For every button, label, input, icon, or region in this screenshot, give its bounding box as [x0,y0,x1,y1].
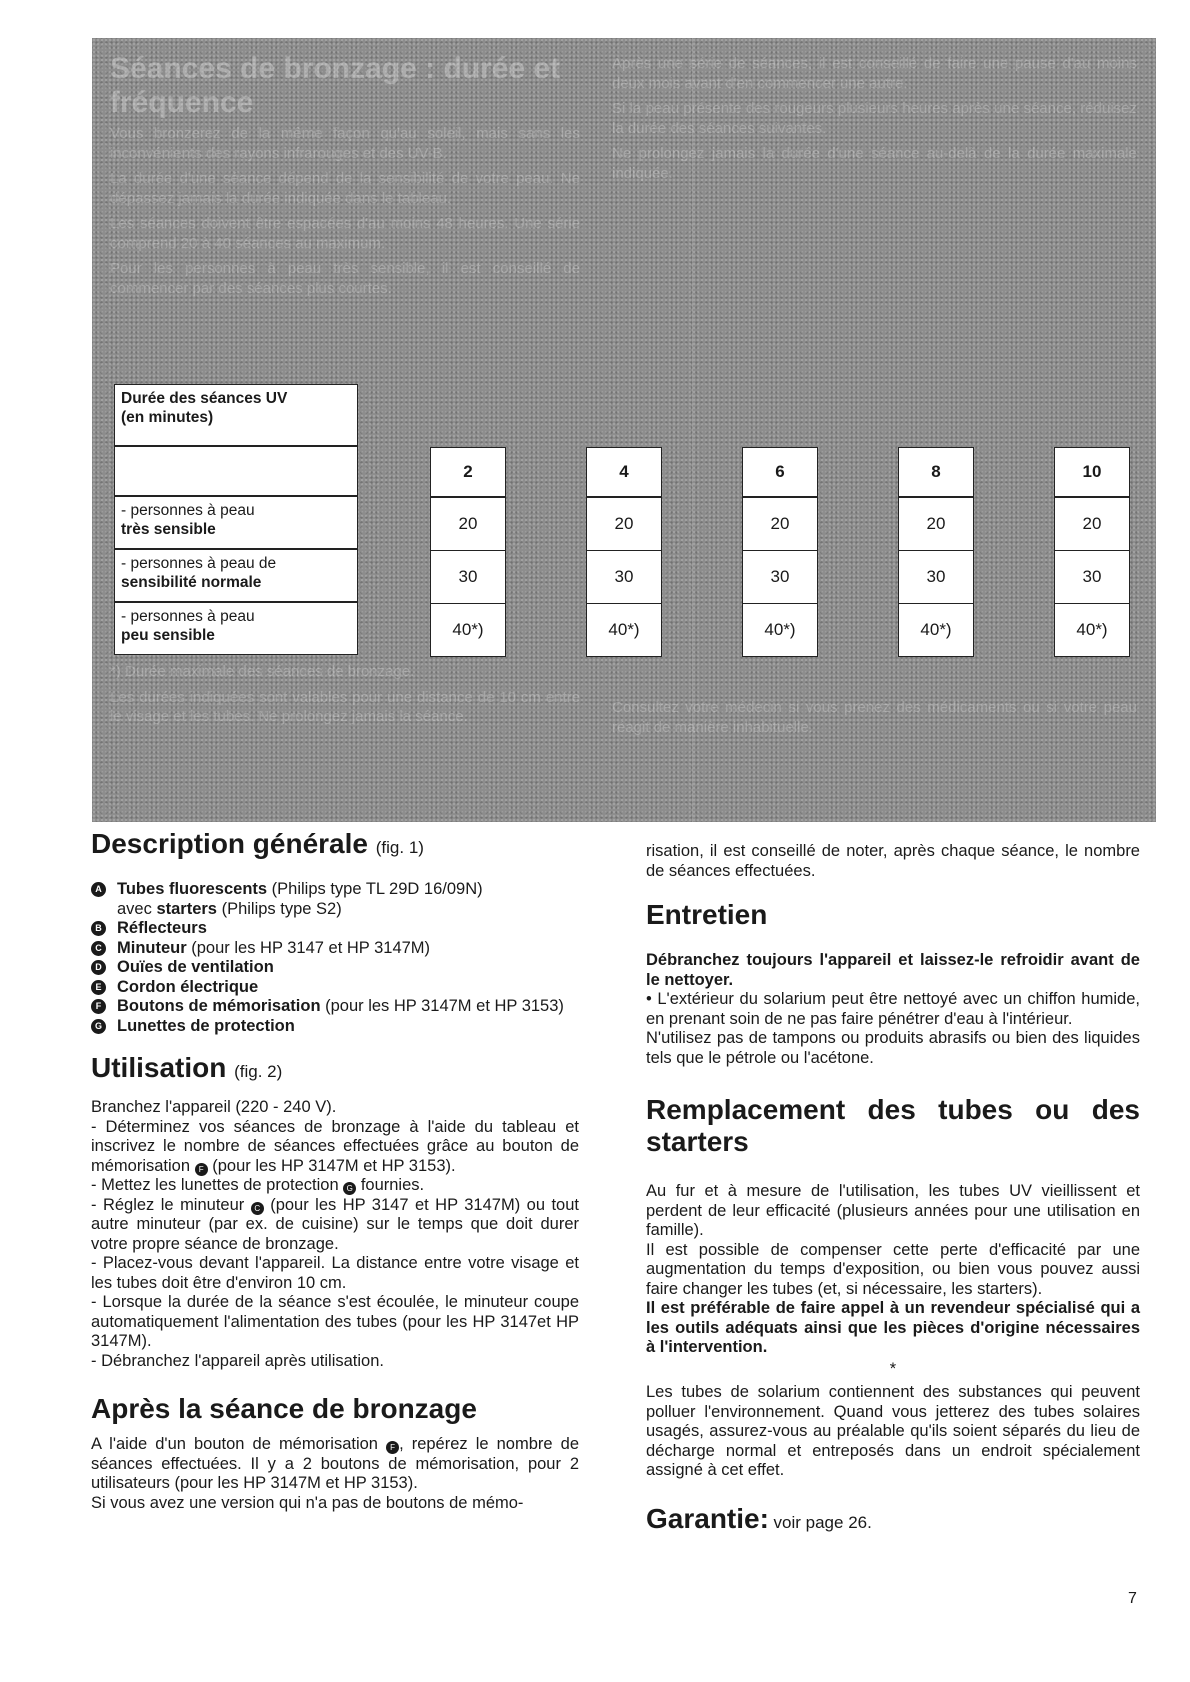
table-header-line: (en minutes) [121,409,214,426]
paragraph [91,1435,579,1494]
part-name: Boutons de mémorisation [117,997,321,1015]
marker-icon: F [195,1163,208,1176]
duration-cell: 40*) [1054,603,1130,657]
list-item [91,919,579,939]
table-header-line: Durée des séances UV [121,390,288,407]
advice-text: Il est préférable de faire appel à un revendeur spécialisé qui a les outils adéquats ainsi que les pièces d'origine nécessaires à l'intervention. [646,1299,1140,1356]
paragraph-text: (pour les HP 3147M et HP 3153). [212,1156,456,1175]
paragraph [91,1196,579,1255]
list-item [91,958,579,978]
panel-paragraph: *) Durée maximale des séances de bronzage. [110,663,415,680]
marker-icon: E [91,980,106,995]
panel-paragraph: Les séances doivent être espacées d'au moins 48 heures. Une série comprend 20 à 40 séances au maximum. [110,215,580,252]
section-title-garantie: Garantie: [646,1502,769,1534]
row-label-text: - personnes à peau de [121,555,277,572]
right-column [646,842,1140,1535]
paragraph-text: (pour les HP 3147 et HP 3147M) ou tout autre minuteur (par ex. de cuisine) sur le temps que doit durer votre propre séance de bronzage. [91,1195,579,1253]
duration-cell: 40*) [586,603,662,657]
panel-paragraph: Si la peau présente des rougeurs plusieurs heures après une séance, réduisez la durée des séances suivantes. [612,100,1137,137]
duration-cell: 30 [898,550,974,604]
paragraph: - Lorsque la durée de la séance s'est écoulée, le minuteur coupe automatiquement l'alimentation des tubes (pour les HP 3147et HP 3147M). [91,1293,579,1350]
panel-notes-left [110,662,580,733]
panel-paragraph: Ne prolongez jamais la durée d'une séance au-delà de la durée maximale indiquée. [612,145,1137,182]
table-blank-cell [114,446,358,496]
part-name: Lunettes de protection [117,1016,295,1035]
part-detail: avec [117,899,157,918]
section-title-apres: Après la séance de bronzage [91,1393,477,1424]
panel-text-right [612,54,1137,189]
row-label-text: - personnes à peau [121,608,255,625]
marker-icon: G [91,1019,106,1034]
section-title-text: Utilisation [91,1052,227,1083]
paragraph-text: - Mettez les lunettes de protection [91,1176,339,1194]
row-label-bold: sensibilité normale [121,574,262,591]
paragraph-text: A l'aide d'un bouton de mémorisation [91,1435,378,1453]
list-item [91,978,579,998]
warning-text: Débranchez toujours l'appareil et laissez-le refroidir avant de le nettoyer. [646,951,1140,989]
duration-cell: 40*) [430,603,506,657]
left-column [91,828,579,1513]
separator: * [889,1359,897,1378]
paragraph: N'utilisez pas de tampons ou produits abrasifs ou bien des liquides tels que le pétrole ou l'acétone. [646,1029,1140,1067]
marker-icon: G [343,1182,356,1195]
garantie [646,1503,1140,1535]
list-item [91,880,579,919]
duration-cell: 30 [430,550,506,604]
marker-icon: B [91,921,106,936]
remplacement-text [646,1182,1140,1481]
row-label-bold: très sensible [121,521,216,538]
paragraph: risation, il est conseillé de noter, après chaque séance, le nombre de séances effectuées. [646,842,1140,880]
table-row-label [114,549,358,602]
marker-icon: A [91,882,106,897]
panel-text-left [110,124,580,304]
paragraph: Si vous avez une version qui n'a pas de boutons de mémo- [91,1493,524,1512]
section-title-utilisation [91,1052,579,1088]
duration-cell: 40*) [898,603,974,657]
part-name: Cordon électrique [117,977,259,996]
panel-paragraph: La durée d'une séance dépend de la sensibilité de votre peau. Ne dépassez jamais la durée indiquée dans le tableau. [110,170,580,207]
duration-header: 8 [898,447,974,497]
paragraph: Les tubes de solarium contiennent des substances qui peuvent polluer l'environnement. Quand vous jetterez des tubes solaires usagés, assurez-vous au préalable qu'ils soient séparés du lieu de décharge normal et entreposés dans un endroit spécialement assigné à cet effet. [646,1383,1140,1479]
panel-paragraph: Vous bronzerez de la même façon qu'au soleil, mais sans les inconvénients des rayons infrarouges et des UV-B. [110,125,580,162]
part-detail: (pour les HP 3147M et HP 3153) [320,997,564,1015]
duration-cell: 20 [430,497,506,551]
duration-cell: 20 [1054,497,1130,551]
part-name: Tubes fluorescents [117,880,268,898]
utilisation-text [91,1098,579,1371]
paragraph [91,1118,579,1177]
paragraph-text: - Déterminez vos séances de bronzage à l'aide du tableau et inscrivez le nombre de séances effectuées grâce au bouton de mémorisation [91,1117,579,1175]
marker-icon: D [91,960,106,975]
paragraph: • L'extérieur du solarium peut être nettoyé avec un chiffon humide, en prenant soin de ne pas faire pénétrer d'eau à l'intérieur. [646,990,1140,1028]
list-item [91,939,579,959]
duration-cell: 30 [1054,550,1130,604]
apres-text [91,1435,579,1513]
row-label-text: - personnes à peau [121,502,255,519]
paragraph: Branchez l'appareil (220 - 240 V). [91,1098,337,1116]
panel-paragraph: Pour les personnes à peau très sensible, il est conseillé de commencer par des séances plus courtes. [110,260,580,297]
page-number: 7 [1128,1590,1137,1607]
marker-icon: C [251,1202,264,1215]
figure-ref: (fig. 1) [375,838,424,857]
paragraph-text: , repérez le nombre de séances effectuées. Il y a 2 boutons de mémorisation, pour 2 utilisateurs (pour les HP 3147M et HP 3153). [91,1435,580,1492]
table-row-label [114,496,358,549]
part-name: starters [156,899,217,918]
part-detail: (pour les HP 3147 et HP 3147M) [186,938,431,957]
duration-cell: 20 [898,497,974,551]
marker-icon: C [91,941,106,956]
duration-cell: 30 [586,550,662,604]
duration-cell: 20 [586,497,662,551]
paragraph-text: - Réglez le minuteur [91,1195,245,1214]
duration-cell: 30 [742,550,818,604]
entretien-text [646,951,1140,1068]
paragraph: - Placez-vous devant l'appareil. La distance entre votre visage et les tubes doit être d'environ 10 cm. [91,1254,579,1292]
duration-cell: 40*) [742,603,818,657]
section-title-description [91,828,579,864]
row-label-bold: peu sensible [121,627,215,644]
list-item [91,1017,579,1037]
page-reference: voir page 26. [773,1512,872,1532]
paragraph: - Débranchez l'appareil après utilisation. [91,1351,384,1370]
panel-title: Séances de bronzage : durée et fréquence [110,52,561,119]
part-detail: (Philips type TL 29D 16/09N) [267,880,483,898]
duration-header: 10 [1054,447,1130,497]
panel-paragraph: Consultez votre médecin si vous prenez des médicaments ou si votre peau réagit de manière inhabituelle. [612,699,1137,736]
part-name: Ouïes de ventilation [117,958,274,976]
table-header-label [114,384,358,446]
list-item [91,997,579,1017]
part-detail: (Philips type S2) [216,899,342,918]
duration-header: 4 [586,447,662,497]
panel-notes-right [612,698,1137,743]
paragraph-text: fournies. [360,1176,425,1194]
panel-paragraph: Après une série de séances, il est conseillé de faire une pause d'au moins deux mois avant d'en commencer une autre. [612,55,1137,92]
duration-cell: 20 [742,497,818,551]
panel-paragraph: Les durées indiquées sont valables pour une distance de 10 cm entre le visage et les tubes. Ne prolongez jamais la séance. [110,688,580,725]
part-name: Minuteur [117,938,187,957]
paragraph: Au fur et à mesure de l'utilisation, les tubes UV vieillissent et perdent de leur efficacité (plusieurs années pour une utilisation en famille). [646,1182,1140,1239]
duration-header: 6 [742,447,818,497]
paragraph [91,1176,579,1196]
parts-list [91,880,579,1036]
section-title-entretien: Entretien [646,899,768,930]
section-title-text: Description générale [91,828,368,859]
table-row-label [114,602,358,655]
paragraph: Il est possible de compenser cette perte d'efficacité par une augmentation du temps d'exposition, ou bien vous pouvez aussi faire changer les tubes (et, si nécessaire, les starters). [646,1240,1140,1298]
part-name: Réflecteurs [117,919,207,937]
section-title-remplacement: Remplacement des tubes ou des starters [646,1094,1140,1157]
duration-header: 2 [430,447,506,497]
marker-icon: F [386,1441,399,1454]
figure-ref: (fig. 2) [234,1062,283,1081]
marker-icon: F [91,999,106,1014]
